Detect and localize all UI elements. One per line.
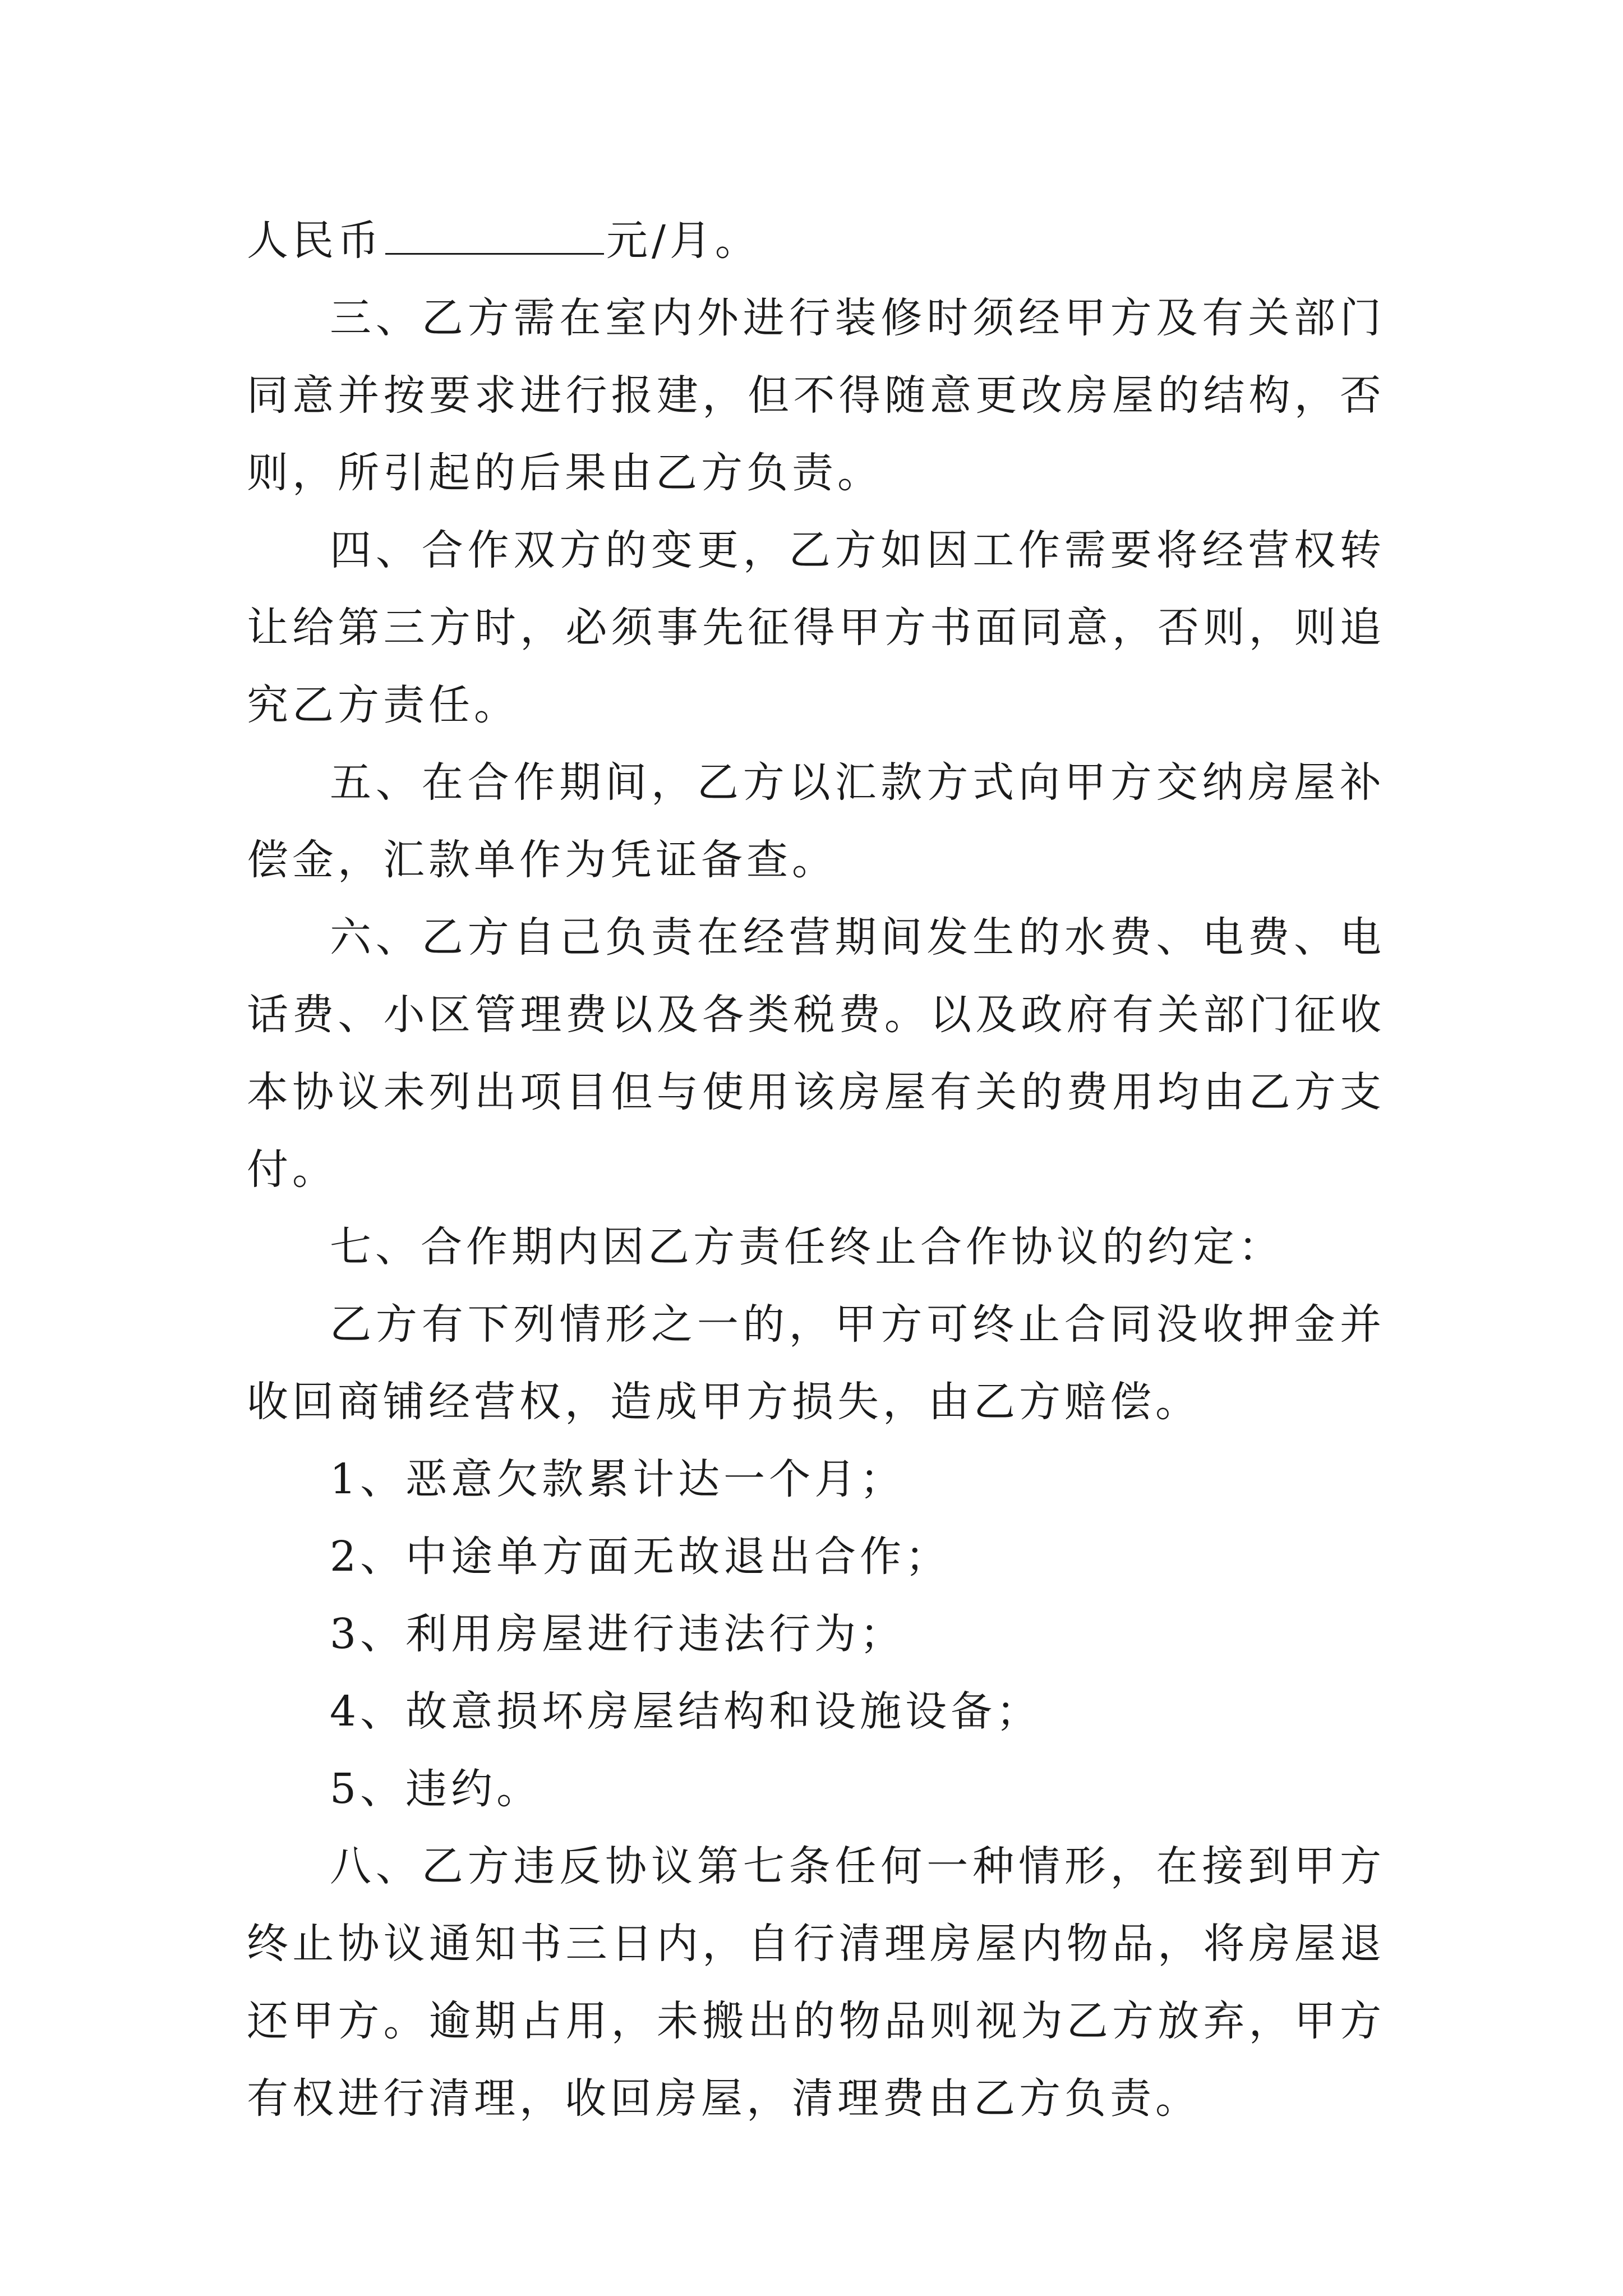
clause-3: 三、乙方需在室内外进行装修时须经甲方及有关部门同意并按要求进行报建，但不得随意更改房屋的结构，否则，所引起的后果由乙方负责。 xyxy=(247,294,1385,497)
rent-amount-blank xyxy=(385,218,604,255)
list-item-4: 4、故意损坏房屋结构和设施设备； xyxy=(330,1687,1042,1736)
clause-7: 七、合作期内因乙方责任终止合作协议的约定： xyxy=(330,1223,1284,1271)
list-item-5: 5、违约。 xyxy=(330,1765,542,1813)
document-body xyxy=(247,202,1385,2137)
clause-6: 六、乙方自己负责在经营期间发生的水费、电费、电话费、小区管理费以及各类税费。以及政府有关部门征收本协议未列出项目但与使用该房屋有关的费用均由乙方支付。 xyxy=(247,913,1385,1194)
clause-4: 四、合作双方的变更，乙方如因工作需要将经营权转让给第三方时，必须事先征得甲方书面同意，否则，则追究乙方责任。 xyxy=(247,526,1385,729)
rent-line xyxy=(247,202,1385,279)
rent-suffix: 元/月。 xyxy=(606,217,760,265)
clause-5: 五、在合作期间，乙方以汇款方式向甲方交纳房屋补偿金，汇款单作为凭证备查。 xyxy=(247,758,1385,884)
clause-8: 八、乙方违反协议第七条任何一种情形，在接到甲方终止协议通知书三日内，自行清理房屋内物品，将房屋退还甲方。逾期占用，未搬出的物品则视为乙方放弃，甲方有权进行清理，收回房屋，清理费由乙方负责。 xyxy=(247,1842,1385,2123)
rent-prefix: 人民币 xyxy=(247,217,383,265)
list-item-2: 2、中途单方面无故退出合作； xyxy=(330,1533,951,1581)
list-item-1: 1、恶意欠款累计达一个月； xyxy=(330,1455,906,1503)
list-item-3: 3、利用房屋进行违法行为； xyxy=(330,1610,906,1658)
clause-7-conditions: 乙方有下列情形之一的，甲方可终止合同没收押金并收回商铺经营权，造成甲方损失，由乙方赔偿。 xyxy=(247,1300,1385,1426)
